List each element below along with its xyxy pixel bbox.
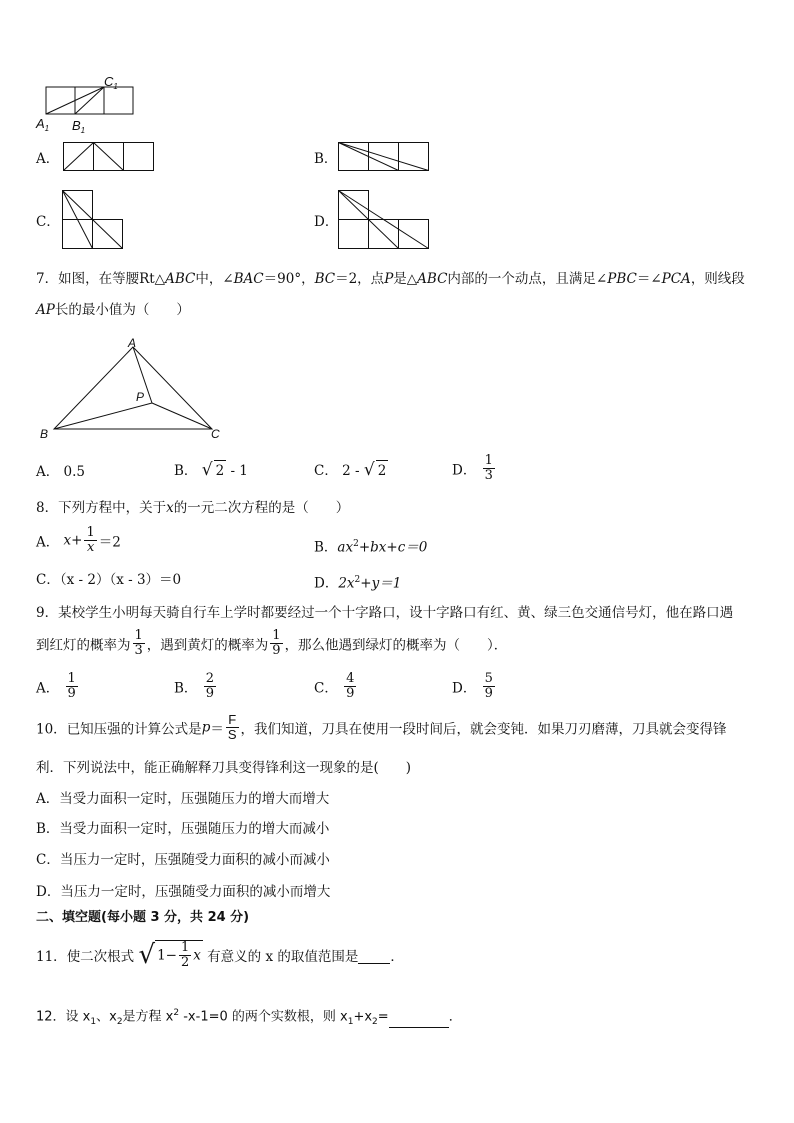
q6-option-b-label: B． xyxy=(314,151,338,167)
q7-triangle-figure xyxy=(36,333,226,443)
q9-option-d: D． $\frac{5}{9}$ xyxy=(452,671,493,701)
q7-label-b: B xyxy=(40,427,49,441)
q7-option-b: B． √ 2 - 1 xyxy=(174,460,248,480)
q10-stem-line1: 10．已知压强的计算公式是p＝ $\frac{F}{S}$ ，我们知道，刀具在使用一段时间后，就会变钝．如果刀刃磨薄，刀具就会变得锋 xyxy=(36,712,727,742)
q6-option-b-figure xyxy=(338,142,430,172)
q6-option-d-label: D． xyxy=(314,214,339,230)
q7-stem-line2: AP长的最小值为（ ） xyxy=(36,302,190,318)
q12-stem: 12．设 $x_1$、$x_2$是方程 $x^2$ -x-1=0 的两个实数根，则 $x_1+x_2=$ ． xyxy=(36,1008,462,1027)
q10-option-d: D．当压力一定时，压强随受力面积的减小而增大 xyxy=(36,884,331,900)
q9-option-a: A． $\frac{1}{9}$ xyxy=(36,671,76,701)
q8-option-c: C．（x - 2）（x - 3）＝0 xyxy=(36,572,182,588)
q11-radical: √ 1− $\frac{1}{2}$ x xyxy=(138,940,201,970)
q9-stem-line1: 9．某校学生小明每天骑自行车上学时都要经过一个十字路口，设十字路口有红、黄、绿三色交通信号灯，他在路口遇 xyxy=(36,605,734,621)
q7-option-c: C． 2 - √ 2 xyxy=(314,460,387,480)
q6-option-a-figure xyxy=(63,142,155,172)
q10-option-a: A．当受力面积一定时，压强随压力的增大而增大 xyxy=(36,791,330,807)
q9-option-b: B． $\frac{2}{9}$ xyxy=(174,671,214,701)
q7-label-p: P xyxy=(136,390,145,404)
q10-stem-line2: 利．下列说法中，能正确解释刀具变得锋利这一现象的是( ) xyxy=(36,760,412,776)
q6-option-a-label: A． xyxy=(36,151,60,167)
q7-label-a: A xyxy=(128,336,137,350)
section-heading: 二、填空题(每小题 3 分，共 24 分) xyxy=(36,910,250,925)
q7-stem-line1: 7．如图，在等腰Rt△ABC中，∠BAC＝90°，BC＝2，点P是△ABC内部的一个动点，且满足∠PBC＝∠PCA，则线段 xyxy=(36,271,745,287)
q8-stem: 8．下列方程中，关于x的一元二次方程的是（ ） xyxy=(36,500,350,516)
q11-answer-blank[interactable] xyxy=(358,947,390,964)
label-b1: $B_1$ xyxy=(72,118,86,135)
q12-answer-blank[interactable] xyxy=(389,1007,449,1028)
q11-stem: 11．使二次根式 √ 1− $\frac{1}{2}$ x 有意义的 x 的取值范围是 ． xyxy=(36,940,404,970)
q10-option-c: C．当压力一定时，压强随受力面积的减小而减小 xyxy=(36,852,330,868)
q10-option-b: B．当受力面积一定时，压强随压力的增大而减小 xyxy=(36,821,330,837)
label-c1: $C_1$ xyxy=(104,74,118,91)
q9-stem-line2: 到红灯的概率为 $\frac{1}{3}$ ，遇到黄灯的概率为 $\frac{1}{9}$ ，那么他遇到绿灯的概率为（ ）． xyxy=(36,628,508,658)
label-a1: $A_1$ xyxy=(36,116,50,133)
q7-label-c: C xyxy=(211,427,220,441)
q6-option-d-figure xyxy=(338,190,430,250)
q8-option-b: B．$ax^2+bx+c=0$ xyxy=(314,539,428,556)
q9-option-c: C． $\frac{4}{9}$ xyxy=(314,671,355,701)
q8-option-a: A． x+ $\frac{1}{x}$ ＝2 xyxy=(36,525,121,555)
q6-option-c-label: C． xyxy=(36,214,60,230)
q7-option-a: A． 0.5 xyxy=(36,464,86,480)
q6-option-c-figure xyxy=(62,190,124,250)
q8-option-d: D．$2x^2+y=1$ xyxy=(314,575,402,592)
q7-option-d: D． $\frac{1}{3}$ xyxy=(452,453,493,483)
top-figure-diagonal-2 xyxy=(75,87,104,114)
top-figure xyxy=(34,74,134,136)
